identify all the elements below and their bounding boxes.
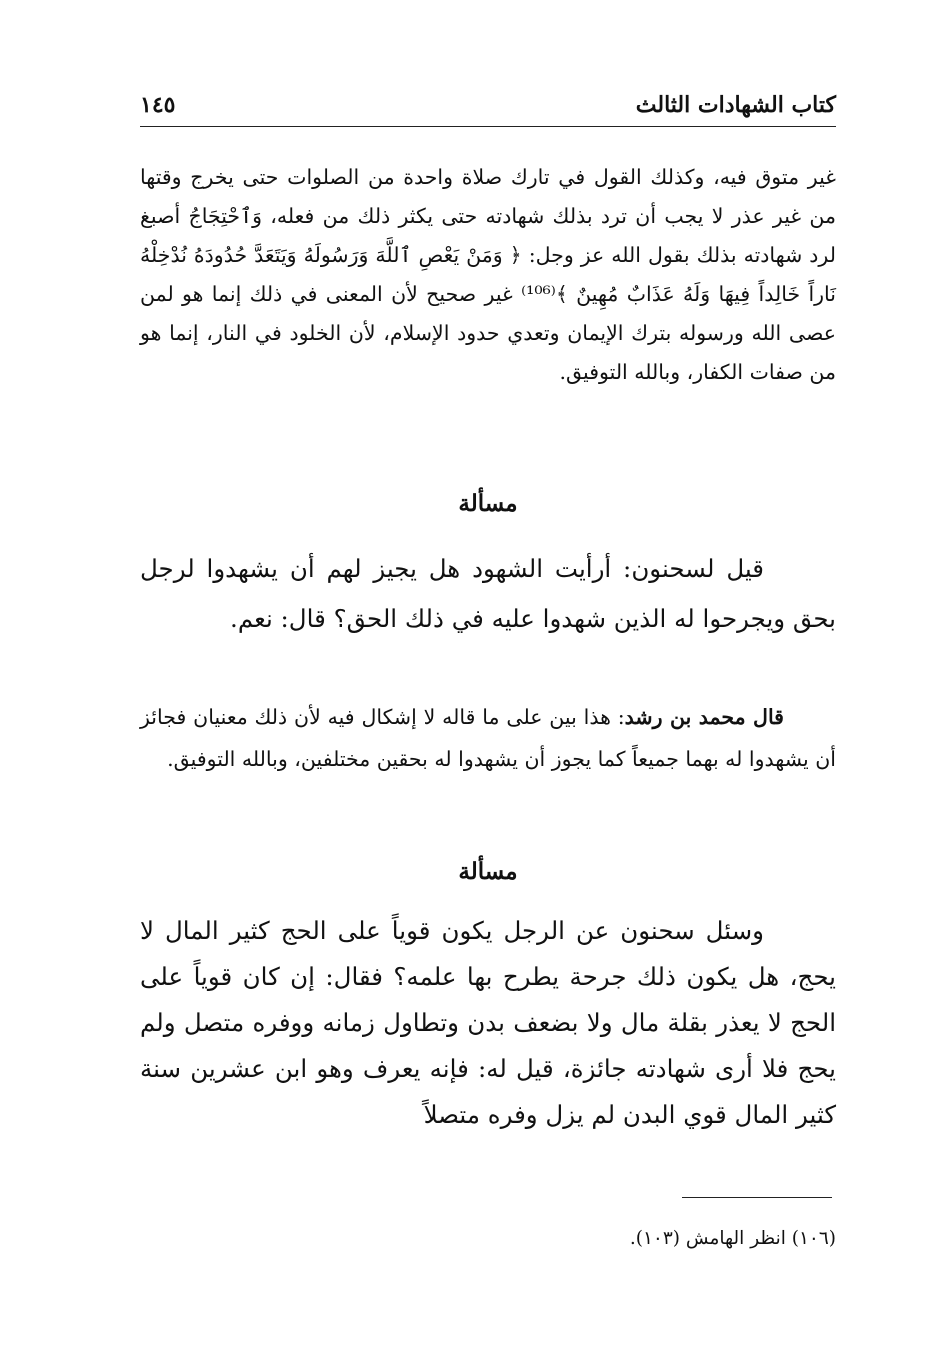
- section-heading-2: مسألة: [458, 858, 518, 885]
- header-rule: [140, 126, 836, 127]
- commentary-1: [140, 696, 836, 780]
- paragraph-continuation: غير متوق فيه، وكذلك القول في تارك صلاة واحدة من الصلوات حتى يخرج وقتها من غير عذر لا يجب أن ترد بذلك شهادته حتى يكثر ذلك من فعله، وَٱحْتِجَاجُ أصبغ لرد شهادته بذلك بقول الله عز وجل: ﴿ وَمَنْ يَعْصِ ٱللَّهَ وَرَسُولَهُ وَيَتَعَدَّ حُدُودَهُ نُدْخِلْهُ نَاراً خَالِداً فِيهَا وَلَهُ عَذَابٌ مُهِينٌ ﴾⁽¹⁰⁶⁾ غير صحيح لأن المعنى في ذلك إنما هو لمن عصى الله ورسوله بترك الإيمان وتعدي حدود الإسلام، لأن الخلود في النار، إنما هو من صفات الكفار، وبالله التوفيق.: [140, 165, 836, 384]
- running-title: كتاب الشهادات الثالث: [635, 92, 836, 118]
- footnote-rule: [682, 1197, 832, 1198]
- page-number: ١٤٥: [140, 92, 176, 118]
- question-1: قيل لسحنون: أرأيت الشهود هل يجيز لهم أن يشهدوا لرجل بحق ويجرحوا له الذين شهدوا عليه في ذلك الحق؟ قال: نعم.: [140, 554, 836, 633]
- question-2: وسئل سحنون عن الرجل يكون قوياً على الحج كثير المال لا يحج، هل يكون ذلك جرحة يطرح بها علمه؟ فقال: إن كان قوياً على الحج لا يعذر بقلة مال ولا بضعف بدن وتطاول زمانه ووفره متصل ولم يحج فلا أرى شهادته جائزة، قيل له: فإنه يعرف وهو ابن عشرين سنة كثير المال قوي البدن لم يزل وفره متصلاً: [140, 916, 836, 1129]
- page-header: [140, 92, 836, 126]
- commentary-speaker: قال محمد بن رشد: [624, 705, 784, 729]
- commentary-text: : هذا بين على ما قاله لا إشكال فيه لأن ذلك معنيان فجائز أن يشهدوا له بهما جميعاً كما يجوز أن يشهدوا له بحقين مختلفين، وبالله التوفيق.: [140, 705, 836, 771]
- footnote: (١٠٦) انظر الهامش (١٠٣).: [629, 1228, 836, 1249]
- section-heading-1: مسألة: [458, 490, 518, 517]
